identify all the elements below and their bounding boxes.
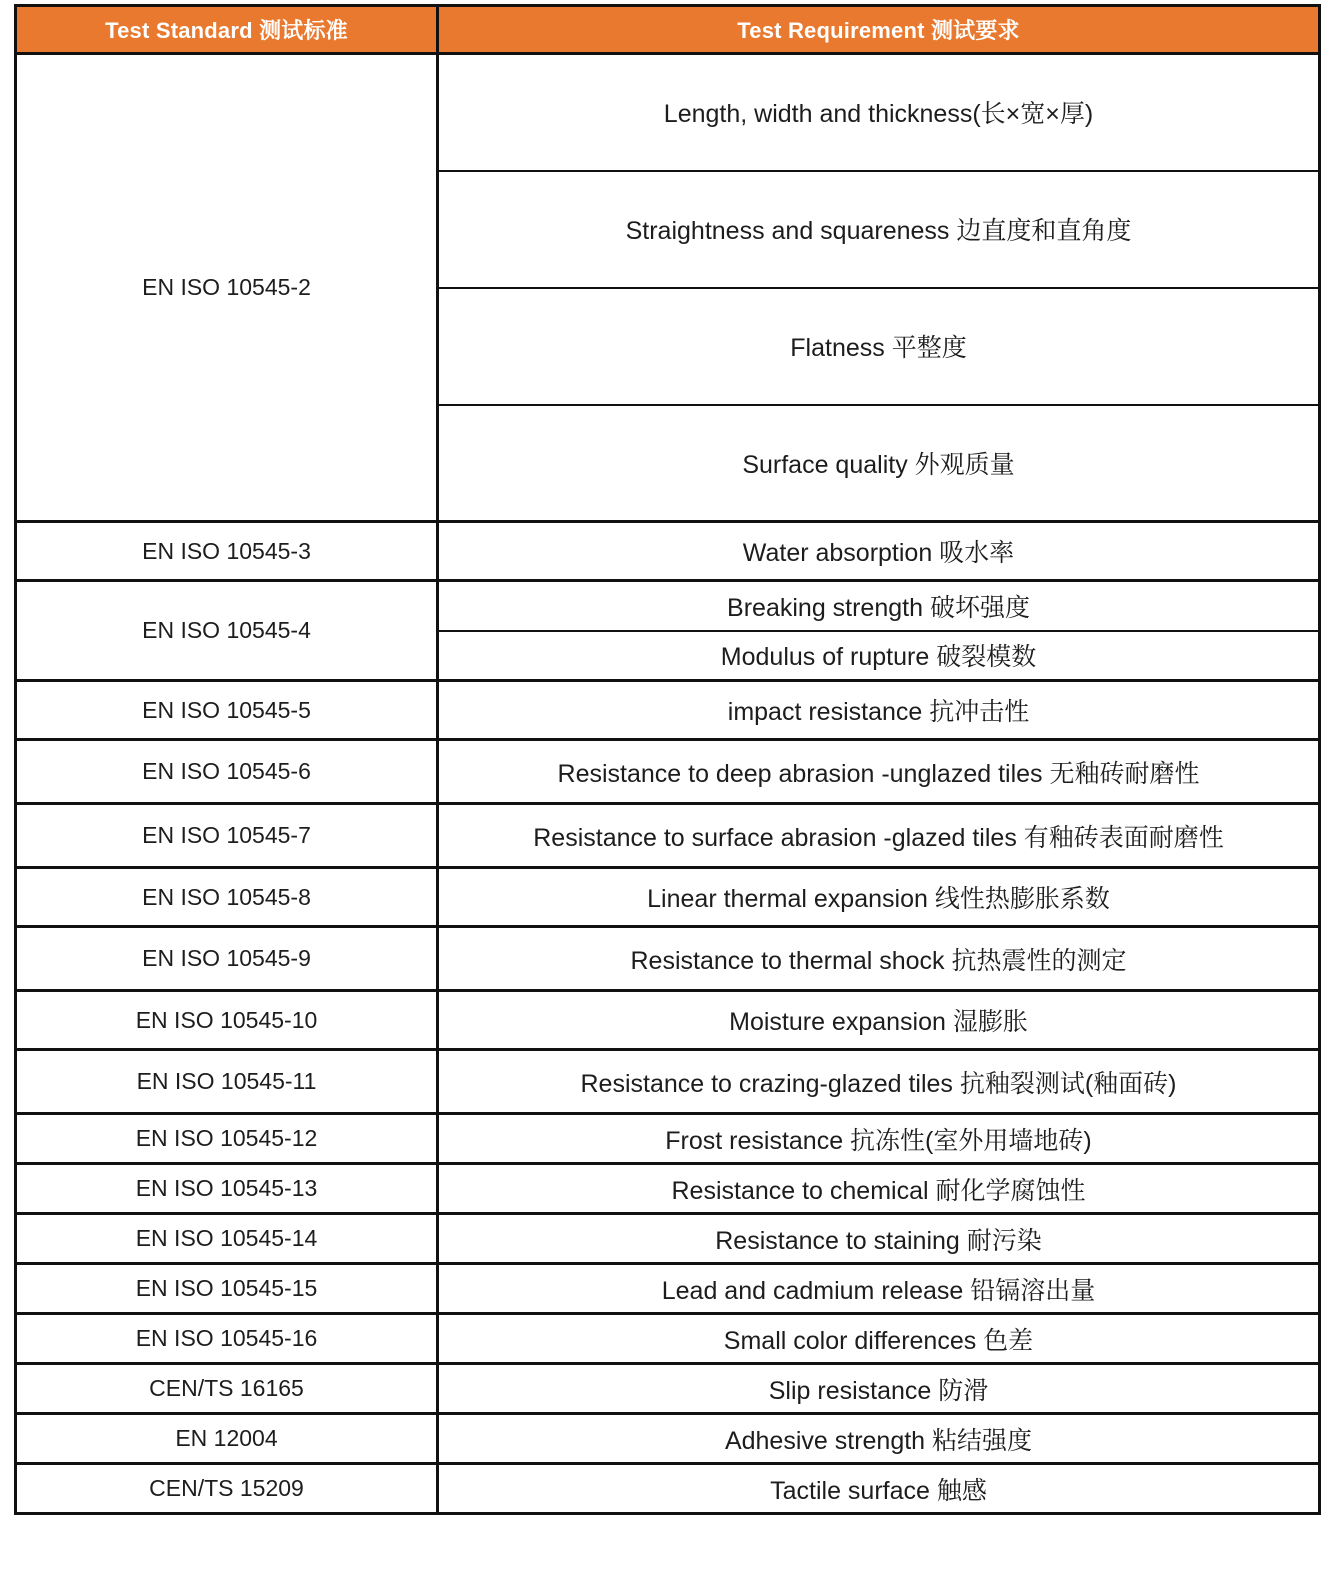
cell-test-standard: CEN/TS 15209 <box>16 1464 438 1514</box>
table-row <box>16 1364 1320 1414</box>
cell-test-standard: EN ISO 10545-13 <box>16 1164 438 1214</box>
cell-test-requirement: Breaking strength 破坏强度 <box>438 581 1320 631</box>
cell-test-standard: EN ISO 10545-4 <box>16 581 438 681</box>
cell-test-requirement: Moisture expansion 湿膨胀 <box>438 991 1320 1050</box>
test-standard-requirement-table <box>14 4 1321 1515</box>
table-header-row <box>16 6 1320 54</box>
table-row <box>16 1414 1320 1464</box>
cell-test-standard: EN ISO 10545-5 <box>16 681 438 740</box>
cell-test-standard: EN ISO 10545-11 <box>16 1050 438 1114</box>
cell-test-requirement: Modulus of rupture 破裂模数 <box>438 631 1320 681</box>
cell-test-standard: EN 12004 <box>16 1414 438 1464</box>
table-row <box>16 991 1320 1050</box>
cell-test-standard: EN ISO 10545-12 <box>16 1114 438 1164</box>
table-row <box>16 1114 1320 1164</box>
cell-test-requirement: Small color differences 色差 <box>438 1314 1320 1364</box>
cell-test-requirement: Resistance to chemical 耐化学腐蚀性 <box>438 1164 1320 1214</box>
column-header-test-requirement: Test Requirement 测试要求 <box>438 6 1320 54</box>
table-row <box>16 804 1320 868</box>
cell-test-standard: EN ISO 10545-8 <box>16 868 438 927</box>
cell-test-requirement: Resistance to thermal shock 抗热震性的测定 <box>438 927 1320 991</box>
scan-watermark <box>880 1552 1310 1574</box>
cell-test-requirement: Water absorption 吸水率 <box>438 522 1320 581</box>
cell-test-requirement: Flatness 平整度 <box>438 288 1320 405</box>
table-row <box>16 1464 1320 1514</box>
cell-test-standard: EN ISO 10545-3 <box>16 522 438 581</box>
cell-test-standard: EN ISO 10545-16 <box>16 1314 438 1364</box>
table-row <box>16 522 1320 581</box>
table-row <box>16 740 1320 804</box>
table-row <box>16 1314 1320 1364</box>
table-row <box>16 1050 1320 1114</box>
column-header-test-standard: Test Standard 测试标准 <box>16 6 438 54</box>
cell-test-standard: EN ISO 10545-6 <box>16 740 438 804</box>
cell-test-standard: EN ISO 10545-7 <box>16 804 438 868</box>
cell-test-standard: CEN/TS 16165 <box>16 1364 438 1414</box>
table-row <box>16 927 1320 991</box>
cell-test-standard: EN ISO 10545-2 <box>16 54 438 522</box>
cell-test-requirement: Surface quality 外观质量 <box>438 405 1320 522</box>
cell-test-requirement: Length, width and thickness(长×宽×厚) <box>438 54 1320 171</box>
cell-test-standard: EN ISO 10545-10 <box>16 991 438 1050</box>
table-row <box>16 681 1320 740</box>
cell-test-requirement: Adhesive strength 粘结强度 <box>438 1414 1320 1464</box>
cell-test-standard: EN ISO 10545-9 <box>16 927 438 991</box>
table-row <box>16 54 1320 171</box>
table-row <box>16 868 1320 927</box>
cell-test-standard: EN ISO 10545-14 <box>16 1214 438 1264</box>
cell-test-requirement: Linear thermal expansion 线性热膨胀系数 <box>438 868 1320 927</box>
cell-test-requirement: Lead and cadmium release 铅镉溶出量 <box>438 1264 1320 1314</box>
cell-test-requirement: Resistance to surface abrasion -glazed tiles 有釉砖表面耐磨性 <box>438 804 1320 868</box>
table-row <box>16 1264 1320 1314</box>
cell-test-requirement: Tactile surface 触感 <box>438 1464 1320 1514</box>
table-row <box>16 1164 1320 1214</box>
table-row <box>16 1214 1320 1264</box>
cell-test-requirement: Resistance to staining 耐污染 <box>438 1214 1320 1264</box>
cell-test-standard: EN ISO 10545-15 <box>16 1264 438 1314</box>
table-row <box>16 581 1320 631</box>
table-body <box>16 54 1320 1514</box>
cell-test-requirement: Frost resistance 抗冻性(室外用墙地砖) <box>438 1114 1320 1164</box>
cell-test-requirement: impact resistance 抗冲击性 <box>438 681 1320 740</box>
cell-test-requirement: Resistance to deep abrasion -unglazed tiles 无釉砖耐磨性 <box>438 740 1320 804</box>
cell-test-requirement: Straightness and squareness 边直度和直角度 <box>438 171 1320 288</box>
cell-test-requirement: Resistance to crazing-glazed tiles 抗釉裂测试(釉面砖) <box>438 1050 1320 1114</box>
cell-test-requirement: Slip resistance 防滑 <box>438 1364 1320 1414</box>
table-header <box>16 6 1320 54</box>
